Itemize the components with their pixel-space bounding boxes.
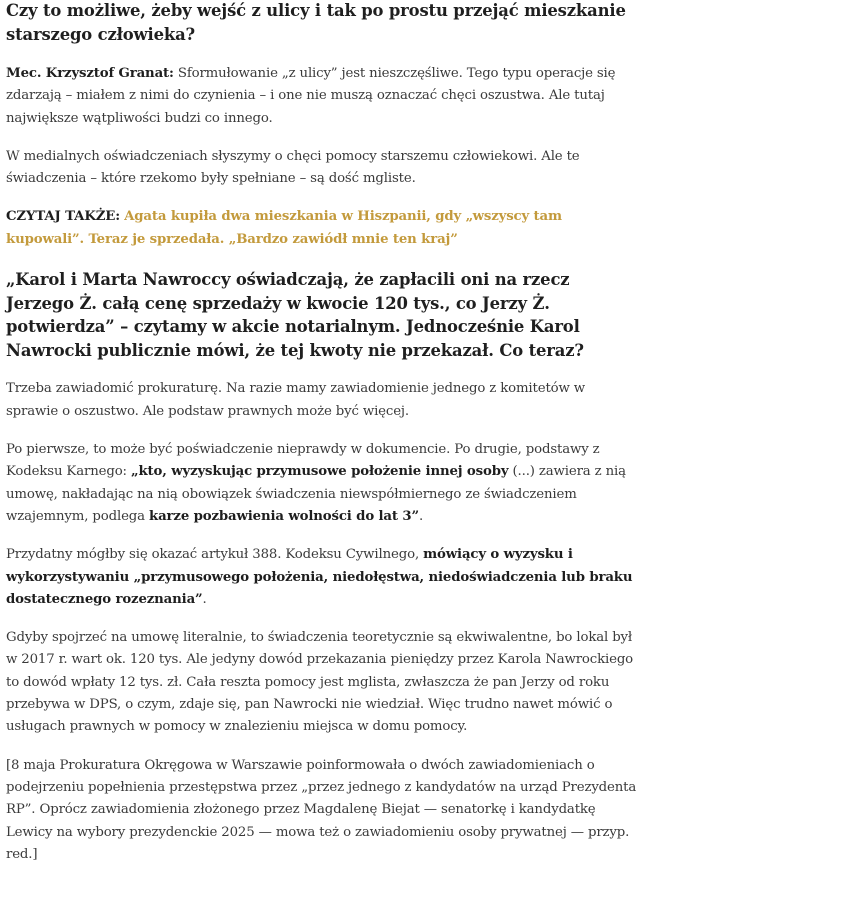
paragraph-2: W medialnych oświadczeniach słyszymy o chęci pomocy starszemu człowiekowi. Ale te świadczenia – które rzekomo były spełniane – są dość mgliste. [6, 148, 580, 187]
p5-text-c: . [202, 591, 207, 607]
question-heading-1: Czy to możliwe, żeby wejść z ulicy i tak po prostu przejąć mieszkanie starszego człowieka? [6, 1, 626, 44]
related-article-link[interactable]: Agata kupiła dwa mieszkania w Hiszpanii, gdy „wszyscy tam kupowali”. Teraz je sprzedała. „Bardzo zawiódł mnie ten kraj” [6, 209, 562, 247]
read-also-box [6, 206, 638, 251]
article-body [6, 0, 638, 866]
p5-text-a: Przydatny mógłby się okazać artykuł 388. Kodeksu Cywilnego, [6, 547, 424, 563]
p4-text-a: Po pierwsze, to może być poświadczenie nieprawdy w dokumencie. Po drugie, podstawy z Kodeksu Karnego: [6, 442, 600, 480]
p4-quote-bold-e: karze pozbawienia wolności do lat 3” [149, 508, 419, 524]
paragraph-3: Trzeba zawiadomić prokuraturę. Na razie mamy zawiadomienie jednego z komitetów w sprawie o oszustwo. Ale podstaw prawnych może być więcej. [6, 381, 586, 419]
paragraph-7-editor-note: [8 maja Prokuratura Okręgowa w Warszawie poinformowała o dwóch zawiadomieniach o podejrzeniu popełnienia przestępstwa przez „przez jednego z kandydatów na urząd Prezydenta RP”. Oprócz zawiadomienia złożonego przez Magdalenę Biejat — senatorkę i kandydatkę Lewicy na wybory prezydenckie 2025 — mowa też o zawiadomieniu osoby prywatnej — przyp. red.] [6, 757, 637, 862]
paragraph-4 [6, 439, 638, 528]
p4-text-d: zawiera z nią umowę, nakładając na nią obowiązek świadczenia niewspółmiernego ze świadczeniem wzajemnym, podlega [6, 464, 626, 524]
question-heading-2: „Karol i Marta Nawroccy oświadczają, że zapłacili oni na rzecz Jerzego Ż. całą cenę sprzedaży w kwocie 120 tys., co Jerzy Ż. potwierdza” – czytamy w akcie notarialnym. Jednocześnie Karol Nawrocki publicznie mówi, że tej kwoty nie przekazał. Co teraz? [6, 270, 584, 360]
paragraph-5 [6, 544, 638, 611]
paragraph-6: Gdyby spojrzeć na umowę literalnie, to świadczenia teoretycznie są ekwiwalentne, bo lokal był w 2017 r. wart ok. 120 tys. Ale jedyny dowód przekazania pieniędzy przez Karola Nawrockiego to dowód wpłaty 12 tys. zł. Cała reszta pomocy jest mglista, zwłaszcza że pan Jerzy od roku przebywa w DPS, o czym, zdaje się, pan Nawrocki nie wiedział. Więc trudno nawet mówić o usługach prawnych w pomocy w znalezieniu miejsca w domu pomocy. [6, 630, 634, 735]
answer-paragraph-1 [6, 63, 638, 130]
p4-text-f: . [418, 508, 424, 524]
answer-text-1: Sformułowanie „z ulicy” jest nieszczęśliwe. Tego typu operacje się zdarzają – miałem z nimi do czynienia – i one nie muszą oznaczać chęci oszustwa. Ale tutaj największe wątpliwości budzi co innego. [6, 66, 616, 126]
read-also-label: CZYTAJ TAKŻE: [6, 209, 121, 225]
p4-ellipsis: (...) [508, 464, 539, 480]
p5-bold: mówiący o wyzysku i wykorzystywaniu „przymusowego położenia, niedołęstwa, niedoświadczenia lub braku dostatecznego rozeznania” [6, 547, 633, 607]
speaker-name: Mec. Krzysztof Granat: [6, 66, 174, 81]
p4-quote-bold-a: „kto, wyzyskując przymusowe położenie innej osoby [130, 464, 509, 480]
